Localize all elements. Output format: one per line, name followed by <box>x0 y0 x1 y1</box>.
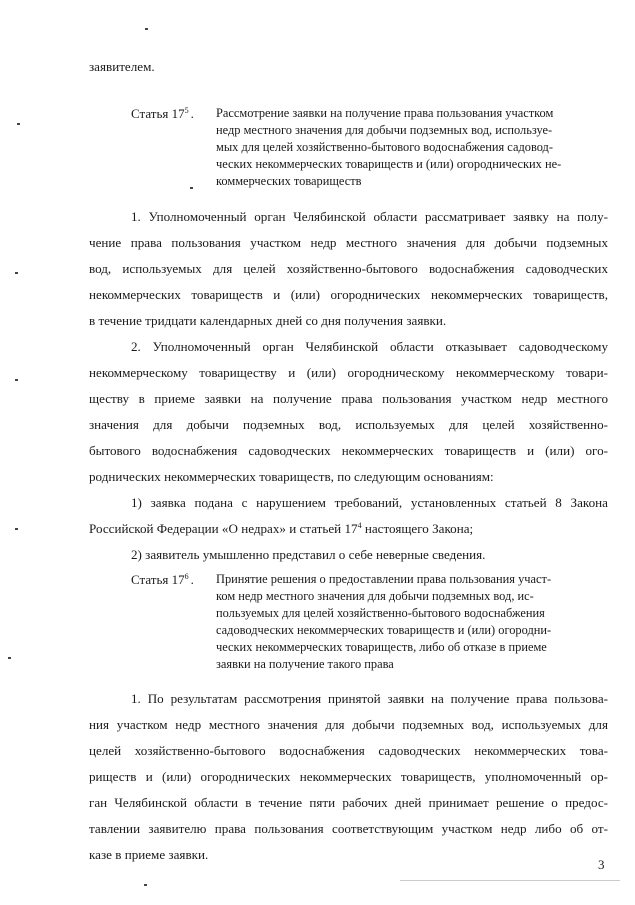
article-17-6-heading-line: ческих некоммерческих товариществ, либо об отказе в приеме <box>216 640 547 654</box>
paragraph-line: казе в приеме заявки. <box>89 847 209 862</box>
article-17-5-heading-line: ческих некоммерческих товариществ и (или) огороднических не- <box>216 157 562 171</box>
paragraph-line: некоммерческому товариществу и (или) огородническому некоммерческому товари- <box>89 365 608 380</box>
paragraph-line: 1. Уполномоченный орган Челябинской области рассматривает заявку на полу- <box>131 209 608 224</box>
paragraph-line: в течение тридцати календарных дней со дня получения заявки. <box>89 313 447 328</box>
paragraph-line: ния участком недр местного значения для добычи подземных вод, используемых для <box>89 717 608 732</box>
paragraph-line: некоммерческих товариществ и (или) огороднических некоммерческих товариществ, <box>89 287 608 302</box>
paragraph-line: целей хозяйственно-бытового водоснабжения садоводческих некоммерческих това- <box>89 743 608 758</box>
scan-speck <box>144 884 147 886</box>
article-17-6-heading-line: заявки на получение такого права <box>216 657 394 671</box>
list-item-1-cont: Российской Федерации «О недрах» и статьей $17^4$ настоящего Закона; <box>89 521 474 536</box>
paragraph-line: значения для добычи подземных вод, используемых для целей хозяйственно- <box>89 417 608 432</box>
paragraph-line: 1. По результатам рассмотрения принятой заявки на получение права пользова- <box>131 691 608 706</box>
scan-speck <box>17 123 20 125</box>
list-item-2: 2) заявитель умышленно представил о себе неверные сведения. <box>131 547 486 562</box>
paragraph-line: роднических некоммерческих товариществ, по следующим основаниям: <box>89 469 494 484</box>
list-item-1: 1) заявка подана с нарушением требований, установленных статьей 8 Закона <box>131 495 608 510</box>
article-17-6-heading-line: садоводческих некоммерческих товариществ и (или) огородни- <box>216 623 552 637</box>
article-17-6-heading-line: пользуемых для целей хозяйственно-бытового водоснабжения <box>216 606 545 620</box>
paragraph-line: вод, используемых для целей хозяйственно-бытового водоснабжения садоводческих <box>89 261 608 276</box>
article-17-5-heading-line: недр местного значения для добычи подземных вод, используе- <box>216 123 553 137</box>
article-17-6-heading-line: Принятие решения о предоставлении права пользования участ- <box>216 572 552 586</box>
paragraph-line: бытового водоснабжения садоводческих некоммерческих товариществ и (или) ого- <box>89 443 608 458</box>
paragraph-line: ществу в приеме заявки на получение права пользования участком недр местного <box>89 391 608 406</box>
article-17-6-heading-line: ком недр местного значения для добычи подземных вод, ис- <box>216 589 534 603</box>
article-17-6-label: Статья $17^6$ . <box>131 572 194 587</box>
paragraph-line: тавлении заявителю права пользования соответствующим участком недр либо об от- <box>89 821 608 836</box>
paragraph-line: чение права пользования участком недр местного значения для добычи подземных <box>89 235 608 250</box>
scan-speck <box>15 528 18 530</box>
article-17-5-heading-line: Рассмотрение заявки на получение права пользования участком <box>216 106 554 120</box>
page-number: 3 <box>598 857 605 872</box>
paragraph-line: ган Челябинской области в течение пяти рабочих дней принимает решение о предос- <box>89 795 608 810</box>
scan-speck <box>15 379 18 381</box>
paragraph-line: риществ и (или) огороднических некоммерческих товариществ, уполномоченный ор- <box>89 769 608 784</box>
scan-speck <box>190 187 193 189</box>
article-17-5-heading-line: коммерческих товариществ <box>216 174 362 188</box>
scan-speck <box>15 272 18 274</box>
scan-speck <box>145 28 148 30</box>
article-17-5-label: Статья $17^5$ . <box>131 106 194 121</box>
scan-edge-line <box>400 880 620 881</box>
article-17-5-heading-line: мых для целей хозяйственно-бытового водоснабжения садовод- <box>216 140 553 154</box>
paragraph-line: 2. Уполномоченный орган Челябинской области отказывает садоводческому <box>131 339 608 354</box>
top-fragment: заявителем. <box>89 59 155 74</box>
scan-speck <box>8 657 11 659</box>
